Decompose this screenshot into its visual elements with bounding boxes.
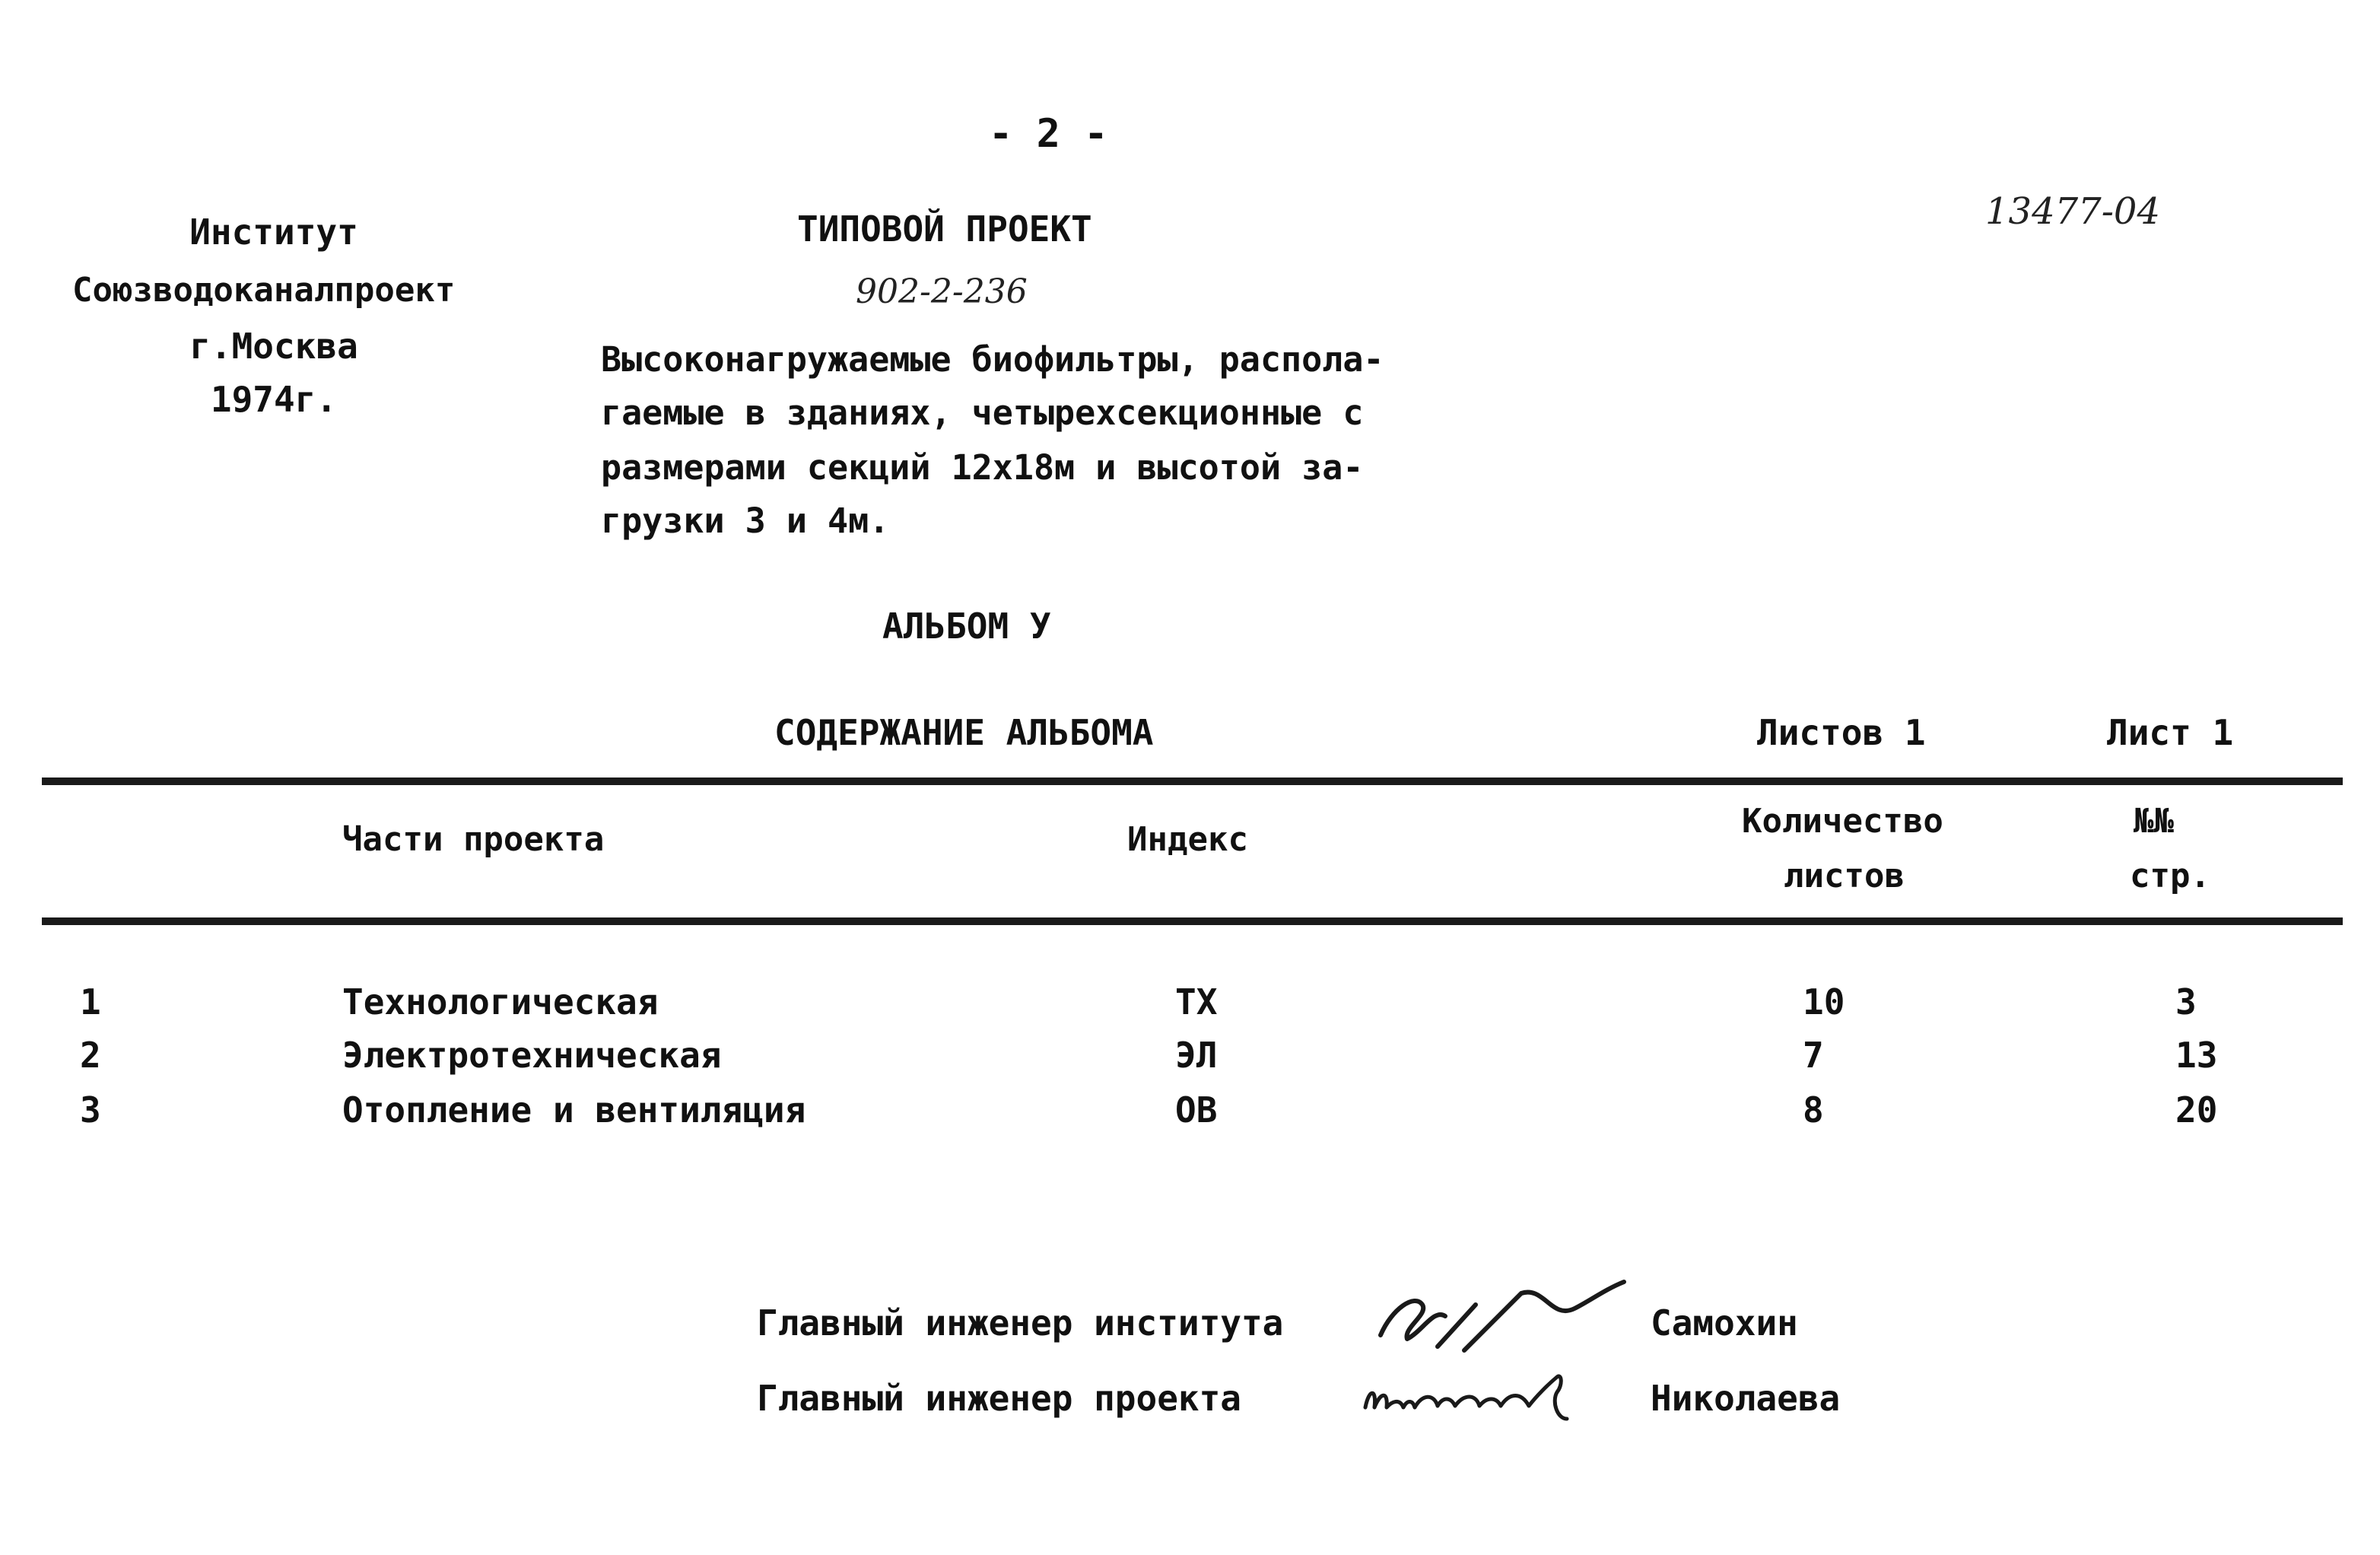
institute-name: Союзводоканалпроект (72, 271, 456, 310)
header-page-line-1: №№ (2134, 802, 2174, 841)
row-index: ЭЛ (1175, 1035, 1218, 1076)
signature-name-1: Самохин (1651, 1302, 1798, 1344)
project-heading: ТИПОВОЙ ПРОЕКТ (797, 208, 1092, 250)
row-index: ТХ (1175, 981, 1218, 1022)
signature-role-1: Главный инженер института (757, 1302, 1284, 1344)
header-count-line-1: Количество (1742, 802, 1943, 841)
row-part-name: Технологическая (342, 981, 659, 1022)
project-description-line-2: гаемые в зданиях, четырехсекционные с (601, 393, 1364, 433)
table-top-rule (42, 778, 2343, 785)
header-parts: Части проекта (342, 820, 605, 859)
sheets-total: Листов 1 (1757, 712, 1926, 753)
signature-role-2: Главный инженер проекта (757, 1378, 1241, 1419)
row-sheet-count: 8 (1803, 1089, 1824, 1130)
sheet-label: Лист 1 (2107, 712, 2234, 753)
project-description-line-4: грузки 3 и 4м. (601, 501, 890, 541)
header-index: Индекс (1127, 820, 1248, 859)
inventory-number: 13477-04 (1985, 190, 2160, 233)
row-page: 3 (2175, 981, 2197, 1022)
institute-label: Институт (189, 211, 358, 253)
project-description-line-3: размерами секций 12х18м и высотой за- (601, 447, 1364, 488)
row-number: 1 (80, 981, 101, 1022)
page-number: - 2 - (989, 111, 1108, 157)
institute-city: г.Москва (189, 326, 358, 367)
row-page: 20 (2175, 1089, 2218, 1130)
project-number: 902-2-236 (856, 272, 1028, 311)
row-part-name: Отопление и вентиляция (342, 1089, 806, 1130)
institute-year: 1974г. (210, 379, 338, 420)
row-part-name: Электротехническая (342, 1035, 722, 1076)
signature-name-2: Николаева (1651, 1378, 1841, 1419)
row-sheet-count: 7 (1803, 1035, 1824, 1076)
header-page-line-2: стр. (2130, 857, 2210, 895)
header-count-line-2: листов (1784, 857, 1905, 895)
row-index: ОВ (1175, 1089, 1218, 1130)
row-sheet-count: 10 (1803, 981, 1845, 1022)
row-number: 2 (80, 1035, 101, 1076)
signature-image-2 (1358, 1347, 1616, 1430)
row-number: 3 (80, 1089, 101, 1130)
project-description-line-1: Высоконагружаемые биофильтры, распола- (601, 339, 1384, 380)
table-header-rule (42, 917, 2343, 925)
row-page: 13 (2175, 1035, 2218, 1076)
album-title: АЛЬБОМ У (882, 606, 1051, 647)
contents-title: СОДЕРЖАНИЕ АЛЬБОМА (774, 712, 1154, 753)
